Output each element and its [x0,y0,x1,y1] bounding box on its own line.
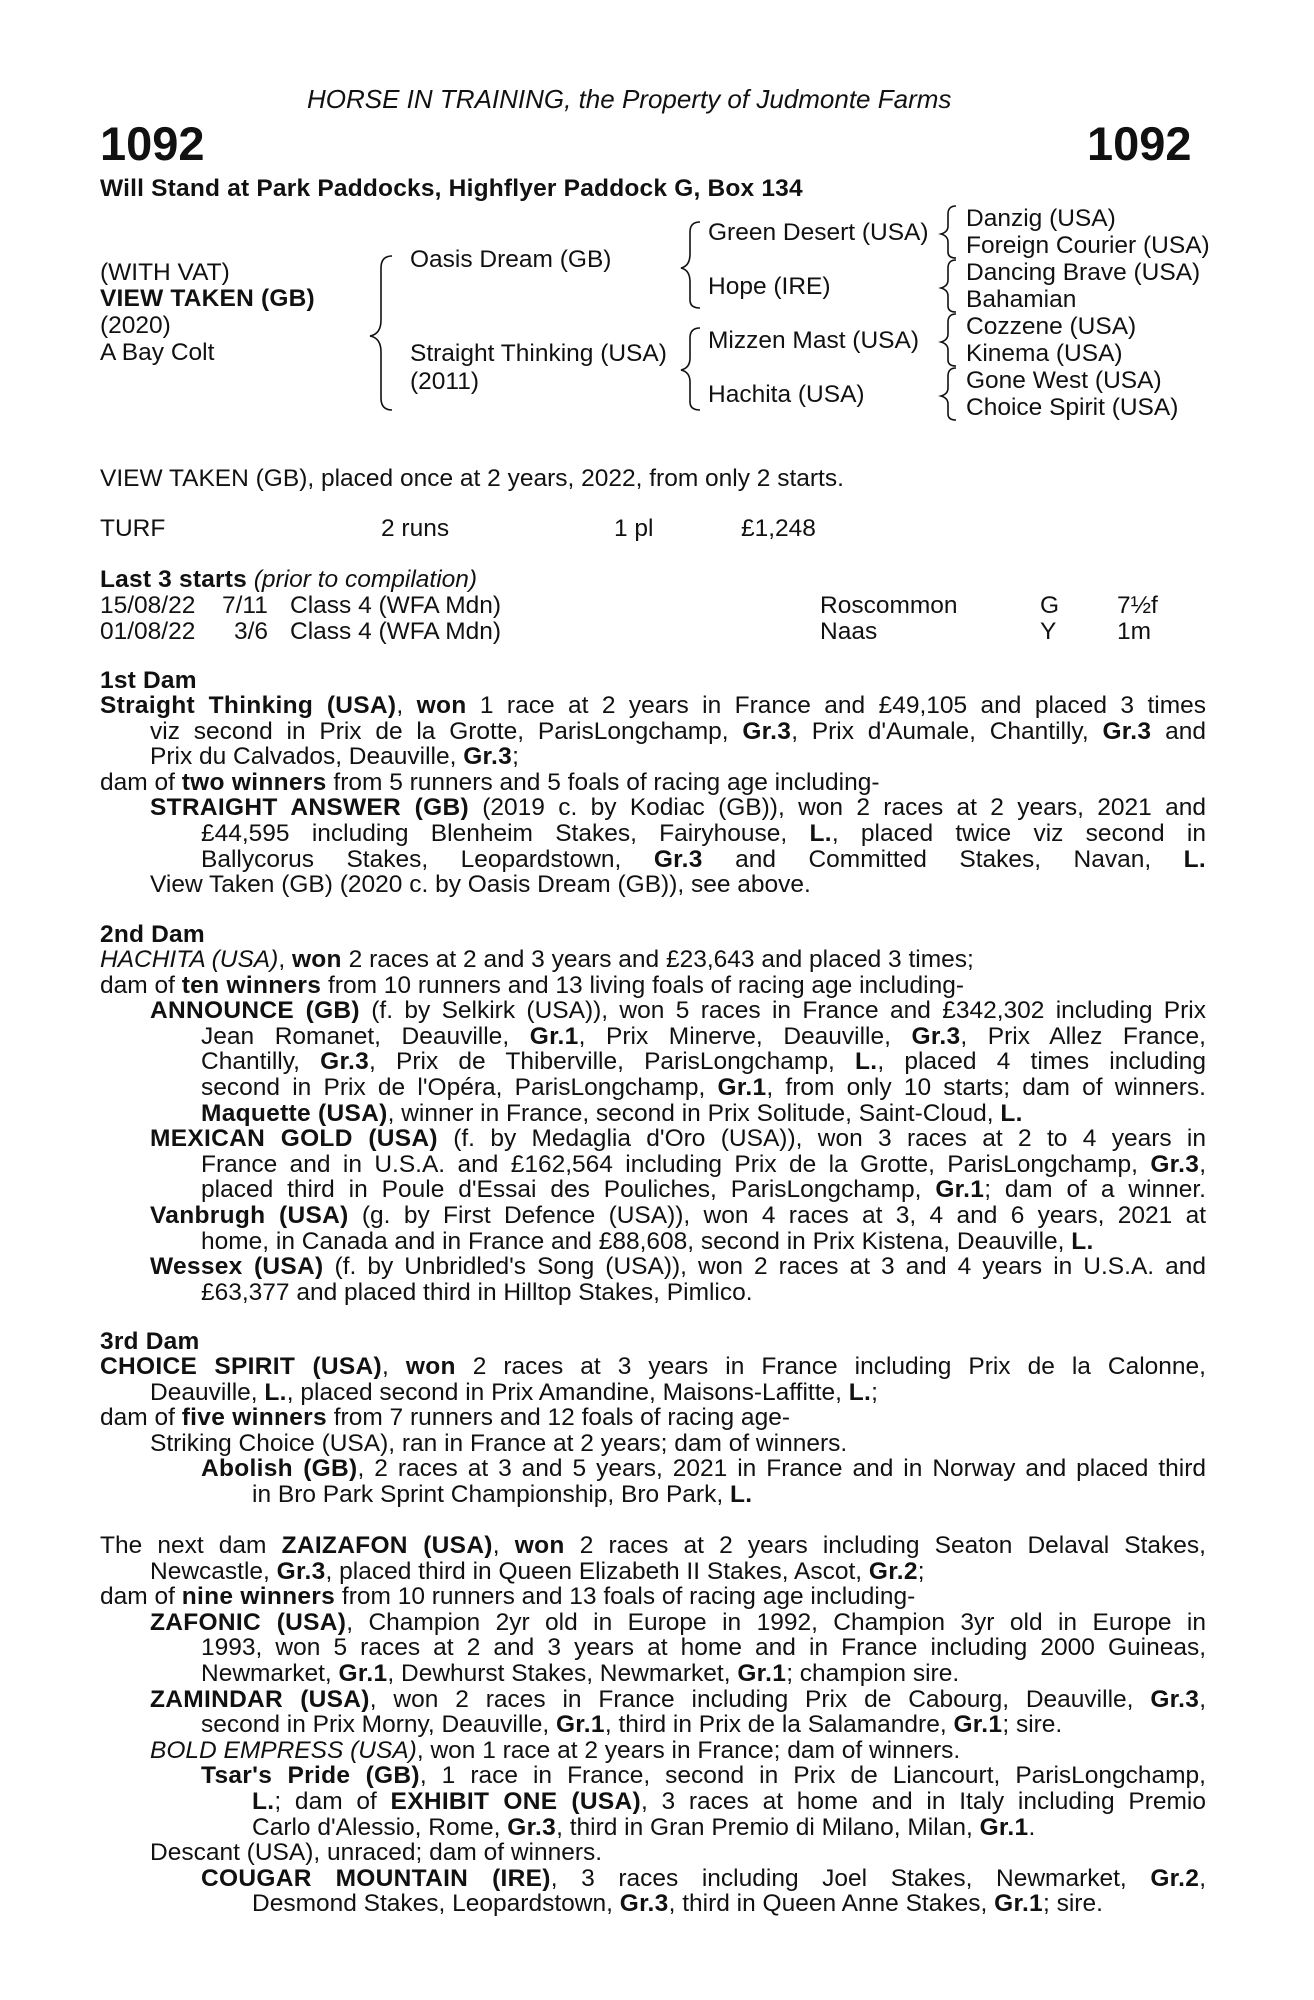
text-line: Newcastle, Gr.3, placed third in Queen Elizabeth II Stakes, Ascot, Gr.2; [150,1557,925,1585]
text-line: dam of five winners from 7 runners and 12 foals of racing age- [100,1404,790,1432]
horse-year: (2020) [100,312,171,339]
text-line: CHOICE SPIRIT (USA), won 2 races at 3 years in France including Prix de la Calonne, [100,1353,1206,1380]
pedigree-granddam-1: Hope (IRE) [708,273,831,300]
text-line: MEXICAN GOLD (USA) (f. by Medaglia d'Oro (USA)), won 3 races at 2 to 4 years in [150,1125,1207,1153]
text-line: Chantilly, Gr.3, Prix de Thiberville, ParisLongchamp, L., placed 4 times including [201,1048,1206,1076]
record-placed: 1 pl [614,515,654,542]
text-line: 1993, won 5 races at 2 and 3 years at home and in France including 2000 Guineas, [201,1634,1206,1662]
pedigree-dam-year: (2011) [410,368,480,395]
text-line: Desmond Stakes, Leopardstown, Gr.3, third in Queen Anne Stakes, Gr.1; sire. [252,1890,1103,1918]
start-distance: 1m [1117,618,1152,645]
text-line: £63,377 and placed third in Hilltop Stakes, Pimlico. [201,1278,753,1306]
start-going: G [1040,592,1060,619]
start-date: 15/08/22 [100,592,196,619]
last-starts-title: Last 3 starts [100,566,247,593]
text-line: ZAMINDAR (USA), won 2 races in France including Prix de Cabourg, Deauville, Gr.3, [150,1685,1206,1713]
text-line: HACHITA (USA), won 2 races at 2 and 3 years and £23,643 and placed 3 times; [100,946,974,973]
text-line: COUGAR MOUNTAIN (IRE), 3 races including Joel Stakes, Newmarket, Gr.2, [201,1864,1206,1892]
pedigree-granddam-2: Hachita (USA) [708,381,865,408]
text-line: Ballycorus Stakes, Leopardstown, Gr.3 and Committed Stakes, Navan, L. [201,845,1206,873]
text-line: Wessex (USA) (f. by Unbridled's Song (USA)), won 2 races at 3 and 4 years in U.S.A. and [150,1253,1206,1281]
text-line: Descant (USA), unraced; dam of winners. [150,1839,603,1867]
text-line: The next dam ZAIZAFON (USA), won 2 races at 2 years including Seaton Delaval Stakes, [100,1532,1206,1559]
start-course: Naas [820,618,878,645]
lot-number-right: 1092 [1087,117,1192,170]
pedigree-ggs-2: Foreign Courier (USA) [966,232,1210,259]
text-line: Maquette (USA), winner in France, second in Prix Solitude, Saint-Cloud, L. [201,1099,1023,1127]
dam2-title: 2nd Dam [100,921,205,948]
text-line: second in Prix de l'Opéra, ParisLongchamp, Gr.1, from only 10 starts; dam of winners. [201,1074,1206,1101]
text-line: Carlo d'Alessio, Rome, Gr.3, third in Gran Premio di Milano, Milan, Gr.1. [252,1813,1036,1841]
text-line: Newmarket, Gr.1, Dewhurst Stakes, Newmarket, Gr.1; champion sire. [201,1660,960,1687]
pedigree-sire: Oasis Dream (GB) [410,246,612,273]
start-distance: 7½f [1117,592,1158,619]
last-starts-heading [100,567,477,593]
text-line: Straight Thinking (USA), won 1 race at 2 years in France and £49,105 and placed 3 times [100,692,1206,719]
text-line: ANNOUNCE (GB) (f. by Selkirk (USA)), won 5 races in France and £342,302 including Prix [150,997,1206,1025]
pedigree-ggs-1: Danzig (USA) [966,205,1116,232]
pedigree-grandsire-2: Mizzen Mast (USA) [708,327,920,354]
pedigree-ggs-6: Kinema (USA) [966,340,1123,367]
start-going: Y [1040,618,1057,645]
lot-number-left: 1092 [100,117,205,170]
pedigree-ggs-3: Dancing Brave (USA) [966,259,1201,286]
text-line: Abolish (GB), 2 races at 3 and 5 years, 2021 in France and in Norway and placed third [201,1455,1206,1483]
text-line: France and in U.S.A. and £162,564 including Prix de la Grotte, ParisLongchamp, Gr.3, [201,1150,1206,1178]
pedigree-dam: Straight Thinking (USA) [410,340,667,367]
horse-description: A Bay Colt [100,339,215,366]
text-line: Tsar's Pride (GB), 1 race in France, second in Prix de Liancourt, ParisLongchamp, [201,1762,1206,1790]
text-line: viz second in Prix de la Grotte, ParisLongchamp, Gr.3, Prix d'Aumale, Chantilly, Gr.3 and [150,717,1206,745]
text-line: second in Prix Morny, Deauville, Gr.1, third in Prix de la Salamandre, Gr.1; sire. [201,1711,1063,1739]
pedigree-ggs-7: Gone West (USA) [966,367,1162,394]
text-line: home, in Canada and in France and £88,608, second in Prix Kistena, Deauville, L. [201,1227,1094,1255]
start-class: Class 4 (WFA Mdn) [290,592,502,619]
text-line: dam of nine winners from 10 runners and 13 foals of racing age including- [100,1583,916,1611]
text-line: Jean Romanet, Deauville, Gr.1, Prix Minerve, Deauville, Gr.3, Prix Allez France, [201,1022,1206,1050]
text-line: placed third in Poule d'Essai des Pouliches, ParisLongchamp, Gr.1; dam of a winner. [201,1176,1206,1204]
page-caption: HORSE IN TRAINING, the Property of Judmonte Farms [307,84,952,114]
text-line: £44,595 including Blenheim Stakes, Fairyhouse, L., placed twice viz second in [201,820,1206,847]
start-date: 01/08/22 [100,618,196,645]
race-summary: VIEW TAKEN (GB), placed once at 2 years, 2022, from only 2 starts. [100,465,844,492]
pedigree-ggs-4: Bahamian [966,286,1077,313]
record-runs: 2 runs [381,515,450,542]
vat-note: (WITH VAT) [100,259,230,286]
text-line: in Bro Park Sprint Championship, Bro Park, L. [252,1481,753,1508]
dam1-title: 1st Dam [100,667,197,694]
text-line: dam of ten winners from 10 runners and 13 living foals of racing age including- [100,971,964,999]
record-surface: TURF [100,515,166,542]
pedigree-ggs-8: Choice Spirit (USA) [966,394,1179,421]
text-line: L.; dam of EXHIBIT ONE (USA), 3 races at home and in Italy including Premio [252,1788,1207,1815]
pedigree-ggs-5: Cozzene (USA) [966,313,1137,340]
text-line: Prix du Calvados, Deauville, Gr.3; [150,743,519,771]
start-position: 7/11 [222,592,268,619]
text-line: BOLD EMPRESS (USA), won 1 race at 2 years in France; dam of winners. [150,1736,961,1764]
start-class: Class 4 (WFA Mdn) [290,618,502,645]
start-position: 3/6 [234,618,269,645]
pedigree-grandsire-1: Green Desert (USA) [708,219,929,246]
dam3-title: 3rd Dam [100,1328,200,1355]
text-line: ZAFONIC (USA), Champion 2yr old in Europe in 1992, Champion 3yr old in Europe in [150,1608,1206,1636]
text-line: Deauville, L., placed second in Prix Amandine, Maisons-Laffitte, L.; [150,1378,878,1406]
record-earnings: £1,248 [741,515,816,542]
stand-location: Will Stand at Park Paddocks, Highflyer Paddock G, Box 134 [100,175,803,202]
horse-name: VIEW TAKEN (GB) [100,285,315,312]
last-starts-subtitle: (prior to compilation) [253,566,478,593]
text-line: dam of two winners from 5 runners and 5 foals of racing age including- [100,768,880,796]
start-course: Roscommon [820,592,958,619]
text-line: STRAIGHT ANSWER (GB) (2019 c. by Kodiac (GB)), won 2 races at 2 years, 2021 and [150,794,1207,822]
text-line: Striking Choice (USA), ran in France at 2 years; dam of winners. [150,1429,848,1457]
text-line: View Taken (GB) (2020 c. by Oasis Dream (GB)), see above. [150,871,811,899]
text-line: Vanbrugh (USA) (g. by First Defence (USA)), won 4 races at 3, 4 and 6 years, 2021 at [150,1202,1206,1229]
